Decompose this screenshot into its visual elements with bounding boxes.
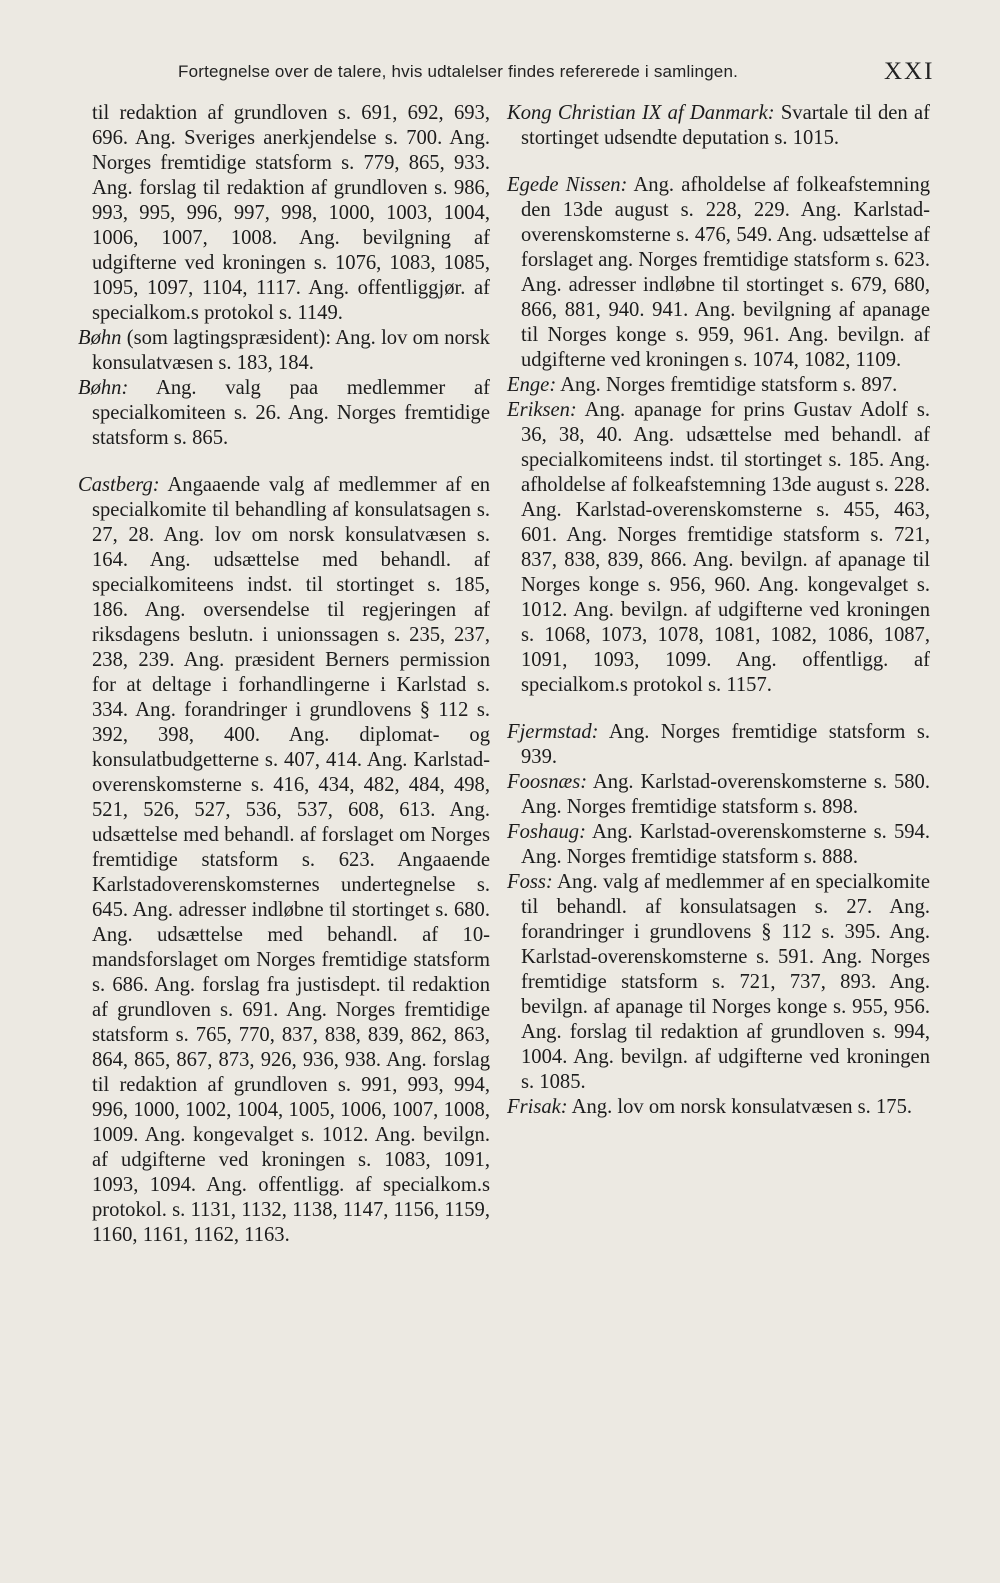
- speaker-name: Fjermstad:: [507, 721, 599, 743]
- speaker-name: Eriksen:: [507, 399, 577, 421]
- index-entry: [507, 720, 930, 770]
- index-entry: [507, 770, 930, 820]
- entry-text: Ang. Norges fremtidige statsform s. 897.: [560, 374, 898, 396]
- entry-text: Angaaende valg af medlemmer af en specialkomite til behandling af konsulatsagen s. 27, 28. Ang. lov om norsk konsulatvæsen s. 164. Ang. udsættelse med behandl. af specialkomiteens indst. til stortinget s. 185, 186. Ang. oversendelse til regjeringen af riksdagens beslutn. i unionssagen s. 235, 237, 238, 239. Ang. præsident Berners permission for at deltage i forhandlingerne i Karlstad s. 334. Ang. forandringer i grundlovens § 112 s. 392, 398, 400. Ang. diplomat- og konsulatbudgetterne s. 407, 414. Ang. Karlstad-overenskomsterne s. 416, 434, 482, 484, 498, 521, 526, 527, 536, 537, 608, 613. Ang. udsættelse med behandl. af forslaget om Norges fremtidige statsform s. 623. Angaaende Karlstadoverenskomsternes undertegnelse s. 645. Ang. adresser indløbne til stortinget s. 680. Ang. udsættelse med behandl. af 10-mandsforslaget om Norges fremtidige statsform s. 686. Ang. forslag fra justisdept. til redaktion af grundloven s. 691. Ang. Norges fremtidige statsform s. 765, 770, 837, 838, 839, 862, 863, 864, 865, 867, 873, 926, 936, 938. Ang. forslag til redaktion af grundloven s. 991, 993, 994, 996, 1000, 1002, 1004, 1005, 1006, 1007, 1008, 1009. Ang. kongevalget s. 1012. Ang. bevilgn. af udgifterne ved kroningen s. 1083, 1091, 1093, 1094. Ang. offentligg. af specialkom.s protokol. s. 1131, 1132, 1138, 1147, 1156, 1159, 1160, 1161, 1162, 1163.: [92, 474, 491, 1246]
- index-entry: [507, 373, 930, 398]
- speaker-name: Castberg:: [78, 474, 160, 496]
- header-title: Fortegnelse over de talere, hvis udtalelser findes refererede i samlingen.: [178, 62, 739, 81]
- speaker-name: Foshaug:: [507, 821, 586, 843]
- speaker-name: Bøhn: [78, 327, 122, 349]
- speaker-name: Egede Nissen:: [507, 174, 628, 196]
- index-entry: [507, 398, 930, 698]
- index-entry: [507, 1095, 930, 1120]
- entry-text: Ang. valg af medlemmer af en specialkomite til behandl. af konsulatsagen s. 27. Ang. forandringer i grundlovens § 112 s. 395. Ang. Karlstad-overenskomsterne s. 591. Ang. Norges fremtidige statsform s. 721, 737, 893. Ang. bevilgn. af apanage til Norges konge s. 955, 956. Ang. forslag til redaktion af grundloven s. 994, 1004. Ang. bevilgn. af udgifterne ved kroningen s. 1085.: [521, 871, 930, 1093]
- speaker-name: Foosnæs:: [507, 771, 588, 793]
- left-column: [78, 101, 490, 1248]
- entry-text: Ang. afholdelse af folkeafstemning den 13de august s. 228, 229. Ang. Karlstad-overenskomsterne s. 476, 549. Ang. udsættelse af forslaget ang. Norges fremtidige statsform s. 623. Ang. adresser indløbne til stortinget s. 679, 680, 866, 881, 940. 941. Ang. bevilgning af apanage til Norges konge s. 959, 961. Ang. bevilgn. af udgifterne ved kroningen s. 1074, 1082, 1109.: [521, 174, 930, 371]
- index-entry: [78, 326, 490, 376]
- entry-text: Ang. lov om norsk konsulatvæsen s. 175.: [571, 1096, 913, 1118]
- entry-text: Ang. valg paa medlemmer af specialkomiteen s. 26. Ang. Norges fremtidige statsform s. 865.: [92, 377, 490, 449]
- index-entry: [78, 473, 490, 1248]
- entry-text: Ang. Karlstad-overenskomsterne s. 580. Ang. Norges fremtidige statsform s. 898.: [521, 771, 930, 818]
- index-entry: [507, 101, 930, 151]
- index-entry: [78, 101, 490, 326]
- speaker-name: Bøhn:: [78, 377, 129, 399]
- speaker-name: Foss:: [507, 871, 553, 893]
- speaker-name: Frisak:: [507, 1096, 568, 1118]
- index-entry: [78, 376, 490, 451]
- running-header: [0, 58, 1000, 90]
- entry-text: Ang. Norges fremtidige statsform s. 939.: [521, 721, 930, 768]
- entry-text: Ang. apanage for prins Gustav Adolf s. 36, 38, 40. Ang. udsættelse med behandl. af specialkomiteens indst. til stortinget s. 185. Ang. afholdelse af folkeafstemning 13de august s. 228. Ang. Karlstad-overenskomsterne s. 455, 463, 601. Ang. Norges fremtidige statsform s. 721, 837, 838, 839, 866. Ang. bevilgn. af apanage til Norges konge s. 956, 960. Ang. kongevalget s. 1012. Ang. bevilgn. af udgifterne ved kroningen s. 1068, 1073, 1078, 1081, 1082, 1086, 1087, 1091, 1093, 1099. Ang. offentligg. af specialkom.s protokol s. 1157.: [521, 399, 930, 696]
- index-entry: [507, 173, 930, 373]
- entry-text: Ang. Karlstad-overenskomsterne s. 594. Ang. Norges fremtidige statsform s. 888.: [521, 821, 931, 868]
- speaker-name: Enge:: [507, 374, 557, 396]
- index-entry: [507, 820, 930, 870]
- speaker-name: Kong Christian IX af Danmark:: [507, 102, 775, 124]
- right-column: [507, 101, 930, 1120]
- page-number: XXI: [884, 58, 935, 85]
- entry-text: (som lagtingspræsident): Ang. lov om norsk konsulatvæsen s. 183, 184.: [92, 327, 490, 374]
- index-entry: [507, 870, 930, 1095]
- entry-text: Svartale til den af stortinget udsendte deputation s. 1015.: [521, 102, 930, 149]
- entry-text: til redaktion af grundloven s. 691, 692, 693, 696. Ang. Sveriges anerkjendelse s. 700. Ang. Norges fremtidige statsform s. 779, 865, 933. Ang. forslag til redaktion af grundloven s. 986, 993, 995, 996, 997, 998, 1000, 1003, 1004, 1006, 1007, 1008. Ang. bevilgning af udgifterne ved kroningen s. 1076, 1083, 1085, 1095, 1097, 1104, 1117. Ang. offentliggjør. af specialkom.s protokol s. 1149.: [92, 102, 490, 324]
